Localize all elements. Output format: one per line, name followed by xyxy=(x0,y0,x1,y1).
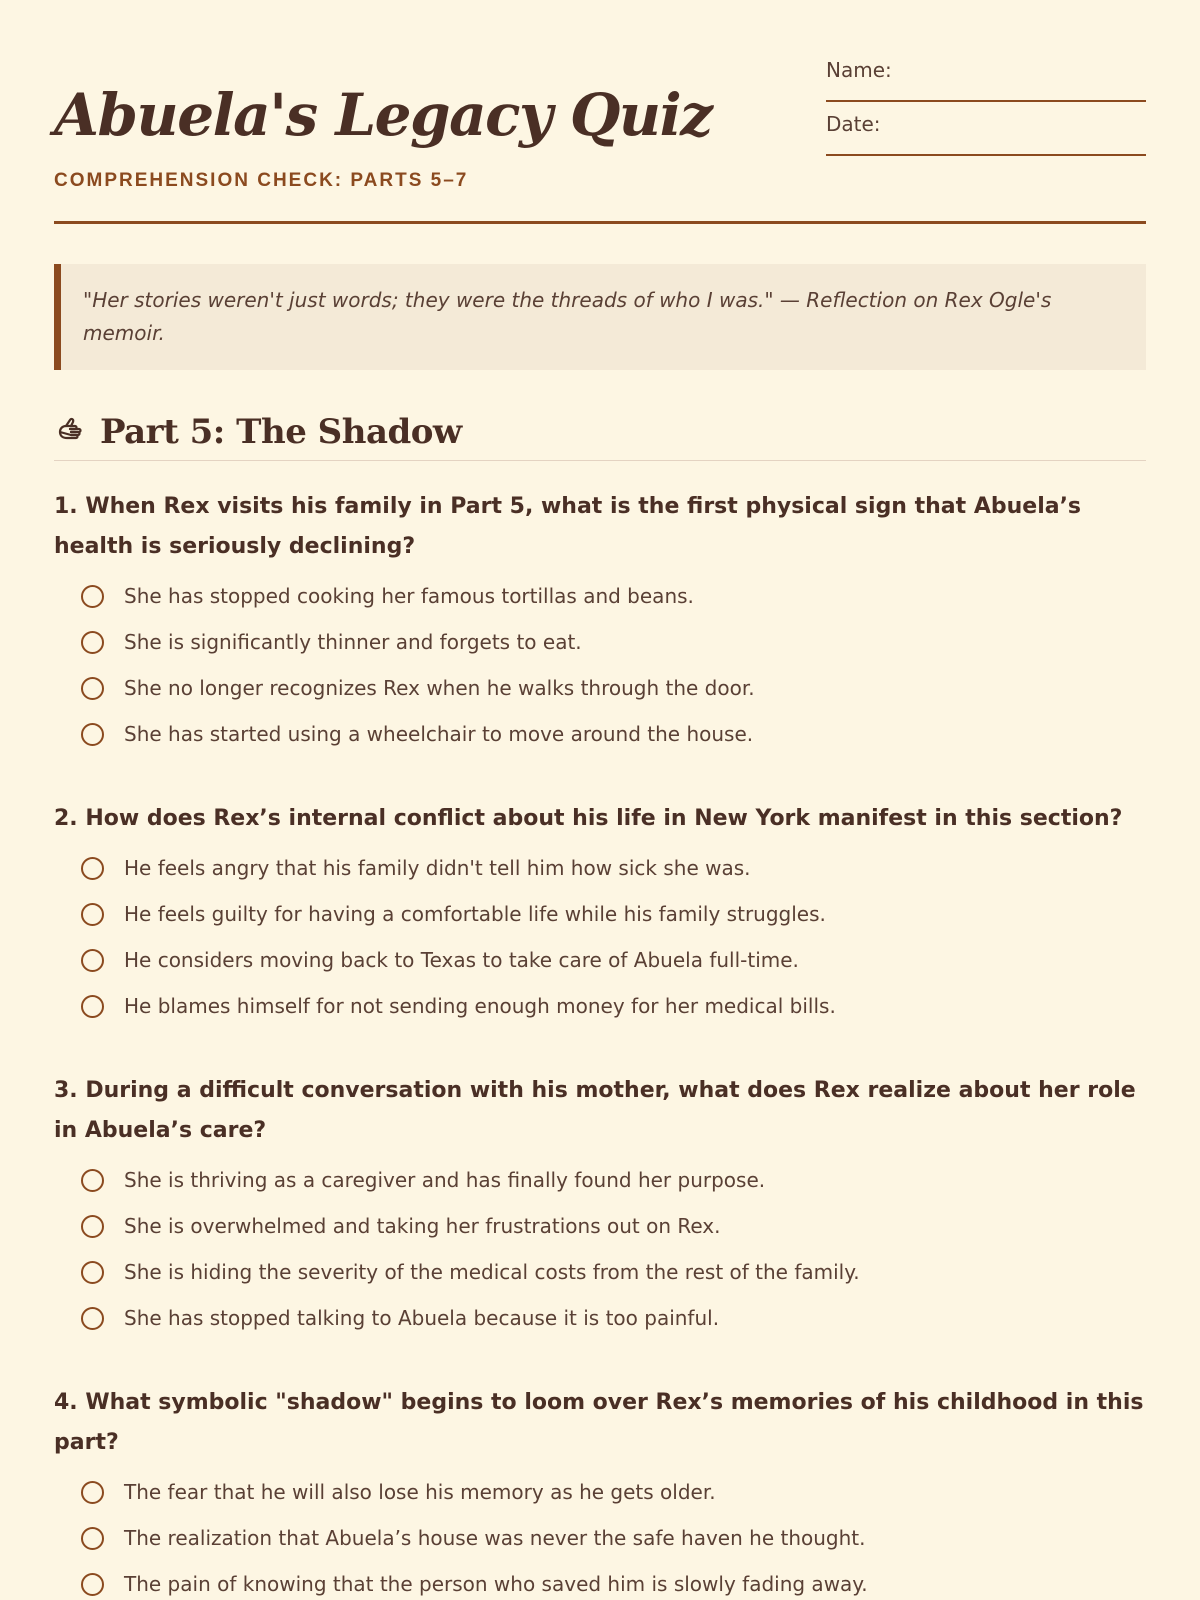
radio-button[interactable] xyxy=(81,677,104,700)
answer-option[interactable] xyxy=(54,1515,1146,1561)
question-text: 2. How does Rex’s internal conflict about his life in New York manifest in this section? xyxy=(54,806,1123,831)
answer-options xyxy=(54,573,1146,757)
radio-button[interactable] xyxy=(81,1481,104,1504)
option-label: He considers moving back to Texas to take care of Abuela full-time. xyxy=(124,948,799,972)
question-2 xyxy=(54,799,1146,1029)
quiz-header xyxy=(54,0,1146,224)
option-label: She no longer recognizes Rex when he walks through the door. xyxy=(124,676,755,700)
answer-option[interactable] xyxy=(54,1249,1146,1295)
option-label: She has stopped talking to Abuela because it is too painful. xyxy=(124,1306,720,1330)
answer-option[interactable] xyxy=(54,1469,1146,1515)
answer-option[interactable] xyxy=(54,711,1146,757)
name-field[interactable] xyxy=(826,52,1146,102)
hand-icon xyxy=(54,415,88,449)
name-label: Name: xyxy=(826,58,892,82)
radio-button[interactable] xyxy=(81,995,104,1018)
radio-button[interactable] xyxy=(81,1261,104,1284)
answer-options xyxy=(54,1469,1146,1600)
option-label: She is thriving as a caregiver and has finally found her purpose. xyxy=(124,1168,766,1192)
answer-option[interactable] xyxy=(54,1561,1146,1600)
radio-button[interactable] xyxy=(81,1307,104,1330)
radio-button[interactable] xyxy=(81,1215,104,1238)
radio-button[interactable] xyxy=(81,903,104,926)
option-label: The pain of knowing that the person who saved him is slowly fading away. xyxy=(124,1572,868,1596)
option-label: He feels guilty for having a comfortable life while his family struggles. xyxy=(124,902,826,926)
date-field[interactable] xyxy=(826,106,1146,156)
answer-option[interactable] xyxy=(54,573,1146,619)
answer-option[interactable] xyxy=(54,619,1146,665)
section-title: Part 5: The Shadow xyxy=(100,412,462,452)
question-text: 3. During a difficult conversation with his mother, what does Rex realize about her role in Abuela’s care? xyxy=(54,1078,1136,1143)
quiz-title: Abuela's Legacy Quiz xyxy=(54,81,712,149)
answer-options xyxy=(54,1157,1146,1341)
option-label: He feels angry that his family didn't tell him how sick she was. xyxy=(124,856,751,880)
question-1 xyxy=(54,487,1146,757)
question-text: 1. When Rex visits his family in Part 5, what is the first physical sign that Abuela’s health is seriously declining? xyxy=(54,494,1082,559)
radio-button[interactable] xyxy=(81,1527,104,1550)
answer-option[interactable] xyxy=(54,1203,1146,1249)
radio-button[interactable] xyxy=(81,631,104,654)
radio-button[interactable] xyxy=(81,1169,104,1192)
student-info xyxy=(826,52,1146,160)
answer-options xyxy=(54,845,1146,1029)
question-3 xyxy=(54,1071,1146,1341)
memoir-quote: "Her stories weren't just words; they were the threads of who I was." — Reflection on Rex Ogle's memoir. xyxy=(54,264,1146,370)
date-label: Date: xyxy=(826,112,881,136)
question-text: 4. What symbolic "shadow" begins to loom over Rex’s memories of his childhood in this part? xyxy=(54,1390,1144,1455)
quiz-subtitle: COMPREHENSION CHECK: PARTS 5–7 xyxy=(54,170,469,191)
option-label: She is hiding the severity of the medical costs from the rest of the family. xyxy=(124,1260,860,1284)
radio-button[interactable] xyxy=(81,857,104,880)
radio-button[interactable] xyxy=(81,723,104,746)
section-header xyxy=(54,412,1146,461)
option-label: The realization that Abuela’s house was never the safe haven he thought. xyxy=(124,1526,866,1550)
answer-option[interactable] xyxy=(54,1295,1146,1341)
option-label: The fear that he will also lose his memory as he gets older. xyxy=(124,1480,716,1504)
option-label: She has started using a wheelchair to move around the house. xyxy=(124,722,754,746)
answer-option[interactable] xyxy=(54,891,1146,937)
option-label: He blames himself for not sending enough money for her medical bills. xyxy=(124,994,836,1018)
radio-button[interactable] xyxy=(81,949,104,972)
question-4 xyxy=(54,1383,1146,1600)
radio-button[interactable] xyxy=(81,1573,104,1596)
answer-option[interactable] xyxy=(54,983,1146,1029)
answer-option[interactable] xyxy=(54,665,1146,711)
answer-option[interactable] xyxy=(54,937,1146,983)
option-label: She has stopped cooking her famous tortillas and beans. xyxy=(124,584,694,608)
answer-option[interactable] xyxy=(54,845,1146,891)
option-label: She is overwhelmed and taking her frustrations out on Rex. xyxy=(124,1214,721,1238)
option-label: She is significantly thinner and forgets to eat. xyxy=(124,630,582,654)
radio-button[interactable] xyxy=(81,585,104,608)
answer-option[interactable] xyxy=(54,1157,1146,1203)
